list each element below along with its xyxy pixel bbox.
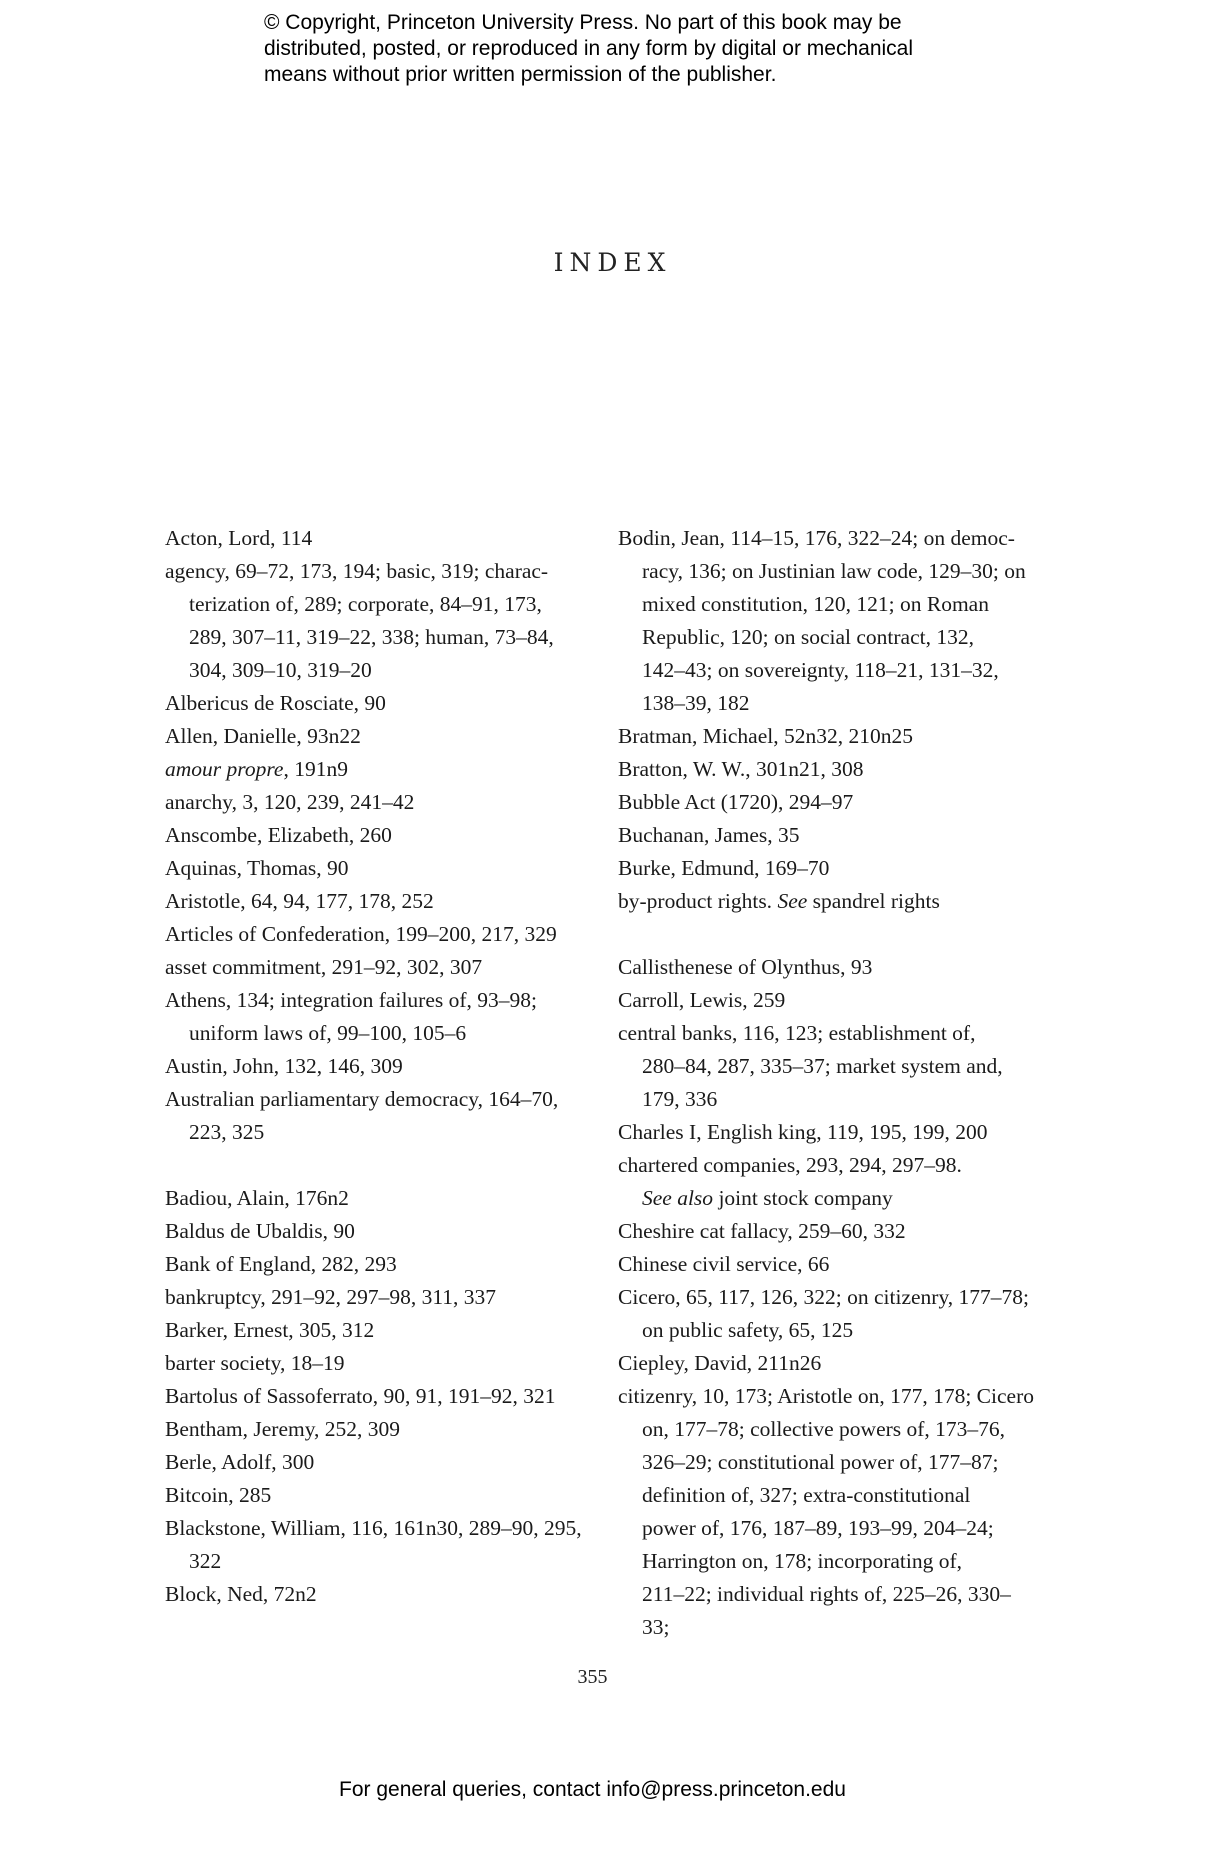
index-entry — [618, 720, 1038, 753]
index-entry-line: Acton, Lord, 114 — [165, 526, 313, 550]
index-entry-line: 280–84, 287, 335–37; market system and, — [642, 1054, 1003, 1078]
index-entry — [165, 918, 585, 951]
index-entry — [165, 555, 585, 687]
index-entry — [618, 1248, 1038, 1281]
index-entry-line: racy, 136; on Justinian law code, 129–30; on — [642, 559, 1026, 583]
index-entry — [618, 1215, 1038, 1248]
index-entry-line: on public safety, 65, 125 — [642, 1318, 854, 1342]
index-entry — [165, 1578, 585, 1611]
index-entry-line: Callisthenese of Olynthus, 93 — [618, 955, 873, 979]
index-entry — [618, 951, 1038, 984]
index-entry — [165, 1479, 585, 1512]
index-entry-line: Cheshire cat fallacy, 259–60, 332 — [618, 1219, 906, 1243]
index-entry-line: Athens, 134; integration failures of, 93–98; — [165, 988, 537, 1012]
index-entry-line: Australian parliamentary democracy, 164–70, — [165, 1087, 559, 1111]
index-entry — [165, 1281, 585, 1314]
index-entry-line: anarchy, 3, 120, 239, 241–42 — [165, 790, 415, 814]
letter-group-spacer — [165, 1149, 585, 1182]
index-entry-line: barter society, 18–19 — [165, 1351, 345, 1375]
index-entry — [165, 1413, 585, 1446]
letter-group-spacer — [618, 918, 1038, 951]
index-entry-line: Austin, John, 132, 146, 309 — [165, 1054, 403, 1078]
index-entry-line: Bratman, Michael, 52n32, 210n25 — [618, 724, 913, 748]
copyright-notice — [264, 10, 1024, 88]
index-entry-line: Aquinas, Thomas, 90 — [165, 856, 349, 880]
contact-footer: For general queries, contact info@press.princeton.edu — [339, 1778, 846, 1801]
index-entry — [165, 687, 585, 720]
index-entry — [165, 852, 585, 885]
index-entry — [165, 1512, 585, 1578]
index-entry-line: 142–43; on sovereignty, 118–21, 131–32, — [642, 658, 999, 682]
index-entry — [618, 1281, 1038, 1347]
index-entry-line: Buchanan, James, 35 — [618, 823, 800, 847]
index-entry-line: citizenry, 10, 173; Aristotle on, 177, 178; Cicero — [618, 1384, 1034, 1408]
index-entry-line: Carroll, Lewis, 259 — [618, 988, 786, 1012]
index-entry — [618, 753, 1038, 786]
index-entry-line: Bitcoin, 285 — [165, 1483, 272, 1507]
index-entry — [618, 1017, 1038, 1116]
index-entry-line: Republic, 120; on social contract, 132, — [642, 625, 974, 649]
index-entry — [165, 1083, 585, 1149]
index-entry-line: chartered companies, 293, 294, 297–98. — [618, 1153, 962, 1177]
index-entry — [165, 1347, 585, 1380]
index-entry-line: 289, 307–11, 319–22, 338; human, 73–84, — [189, 625, 554, 649]
index-entry — [165, 522, 585, 555]
copyright-line: © Copyright, Princeton University Press. No part of this book may be — [264, 11, 902, 34]
index-entry — [618, 1116, 1038, 1149]
index-entry-line: Badiou, Alain, 176n2 — [165, 1186, 349, 1210]
index-entry-line: Allen, Danielle, 93n22 — [165, 724, 361, 748]
index-entry-line: Anscombe, Elizabeth, 260 — [165, 823, 392, 847]
index-entry — [618, 885, 1038, 918]
index-entry — [165, 786, 585, 819]
index-entry — [165, 819, 585, 852]
index-entry-line: Chinese civil service, 66 — [618, 1252, 830, 1276]
index-entry-line: Berle, Adolf, 300 — [165, 1450, 315, 1474]
index-entry-text: , 191n9 — [283, 757, 348, 781]
index-entry-line: 179, 336 — [642, 1087, 718, 1111]
index-entry — [165, 753, 585, 786]
index-entry-line: 322 — [189, 1549, 222, 1573]
index-entry — [618, 522, 1038, 720]
index-entry-line: on, 177–78; collective powers of, 173–76, — [642, 1417, 1006, 1441]
index-entry-line: Harrington on, 178; incorporating of, — [642, 1549, 963, 1573]
index-entry-text: joint stock company — [713, 1186, 893, 1210]
index-entry-italic: See also — [642, 1186, 714, 1210]
index-entry-line: Blackstone, William, 116, 161n30, 289–90, 295, — [165, 1516, 582, 1540]
index-entry — [165, 984, 585, 1050]
index-entry — [618, 819, 1038, 852]
page-title: INDEX — [553, 248, 672, 277]
index-entry-line: 223, 325 — [189, 1120, 265, 1144]
index-entry — [618, 786, 1038, 819]
index-entry-line: asset commitment, 291–92, 302, 307 — [165, 955, 483, 979]
index-entry-line: uniform laws of, 99–100, 105–6 — [189, 1021, 467, 1045]
index-entry — [165, 1182, 585, 1215]
index-entry — [618, 1380, 1038, 1644]
index-entry-line: Charles I, English king, 119, 195, 199, 200 — [618, 1120, 988, 1144]
index-entry — [165, 720, 585, 753]
index-entry — [618, 984, 1038, 1017]
index-entry-italic: See — [777, 889, 808, 913]
copyright-line: means without prior written permission of the publisher. — [264, 63, 777, 86]
index-entry-line: 211–22; individual rights of, 225–26, 330–33; — [642, 1582, 1011, 1639]
index-column-right — [618, 522, 1038, 1644]
index-entry-line: Bodin, Jean, 114–15, 176, 322–24; on democ- — [618, 526, 1015, 550]
index-entry-italic: amour propre — [165, 757, 284, 781]
index-entry — [165, 1248, 585, 1281]
index-entry — [618, 1149, 1038, 1215]
index-entry — [165, 1215, 585, 1248]
index-entry-line: 326–29; constitutional power of, 177–87; — [642, 1450, 999, 1474]
index-entry-line: Bartolus of Sassoferrato, 90, 91, 191–92, 321 — [165, 1384, 556, 1408]
index-entry-line: Cicero, 65, 117, 126, 322; on citizenry, 177–78; — [618, 1285, 1030, 1309]
index-entry-line: bankruptcy, 291–92, 297–98, 311, 337 — [165, 1285, 497, 1309]
index-entry — [165, 1380, 585, 1413]
index-entry — [618, 1347, 1038, 1380]
index-entry-line: terization of, 289; corporate, 84–91, 173, — [189, 592, 542, 616]
index-entry-line: Bratton, W. W., 301n21, 308 — [618, 757, 864, 781]
index-entry-text: spandrel rights — [807, 889, 940, 913]
index-entry-line: definition of, 327; extra-constitutional — [642, 1483, 971, 1507]
index-entry-line: Block, Ned, 72n2 — [165, 1582, 317, 1606]
index-entry-line: Articles of Confederation, 199–200, 217, 329 — [165, 922, 557, 946]
index-entry — [165, 1050, 585, 1083]
index-entry — [165, 1446, 585, 1479]
index-entry-line: 304, 309–10, 319–20 — [189, 658, 372, 682]
index-entry-line: Bank of England, 282, 293 — [165, 1252, 397, 1276]
index-entry-text: by-product rights. — [618, 889, 778, 913]
index-entry — [165, 1314, 585, 1347]
index-entry-line: agency, 69–72, 173, 194; basic, 319; charac- — [165, 559, 549, 583]
index-entry-line: Bubble Act (1720), 294–97 — [618, 790, 854, 814]
index-entry-line: mixed constitution, 120, 121; on Roman — [642, 592, 989, 616]
index-entry-line: power of, 176, 187–89, 193–99, 204–24; — [642, 1516, 994, 1540]
index-entry-line: Baldus de Ubaldis, 90 — [165, 1219, 355, 1243]
index-entry-line: Bentham, Jeremy, 252, 309 — [165, 1417, 401, 1441]
index-entry-line: central banks, 116, 123; establishment of, — [618, 1021, 976, 1045]
index-entry-line: Ciepley, David, 211n26 — [618, 1351, 822, 1375]
page-number: 355 — [577, 1666, 608, 1688]
index-entry-line: Albericus de Rosciate, 90 — [165, 691, 386, 715]
index-entry — [165, 951, 585, 984]
index-entry — [165, 885, 585, 918]
index-entry — [618, 852, 1038, 885]
index-column-left — [165, 522, 585, 1611]
index-entry-line: Barker, Ernest, 305, 312 — [165, 1318, 375, 1342]
index-entry-line: Burke, Edmund, 169–70 — [618, 856, 830, 880]
index-entry-line: 138–39, 182 — [642, 691, 750, 715]
copyright-line: distributed, posted, or reproduced in any form by digital or mechanical — [264, 37, 914, 60]
index-entry-line: Aristotle, 64, 94, 177, 178, 252 — [165, 889, 434, 913]
